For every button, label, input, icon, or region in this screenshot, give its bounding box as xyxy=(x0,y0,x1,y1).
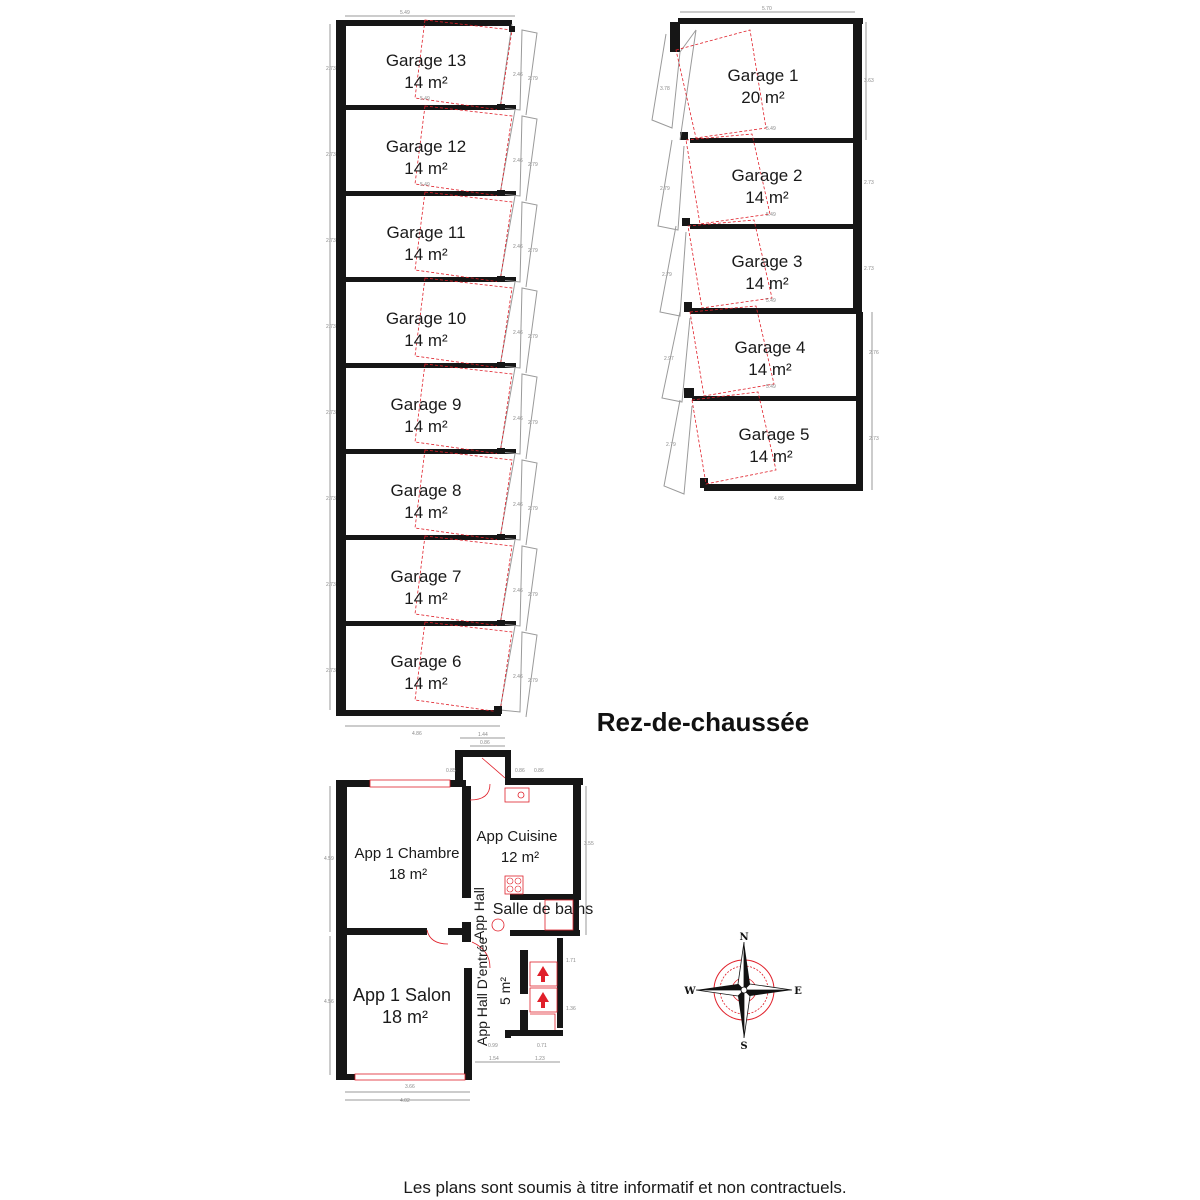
room-label: App Hall xyxy=(471,887,487,940)
dim-label: 1.23 xyxy=(535,1056,545,1062)
arrow-up-icon xyxy=(537,966,549,982)
toilet-icon xyxy=(492,919,504,931)
dim-label: 2.73 xyxy=(326,152,336,158)
dim-label: 1.44 xyxy=(478,732,488,738)
dim-label: 2.73 xyxy=(869,436,879,442)
dim-label: 0.99 xyxy=(488,1043,498,1049)
plan-title: Rez-de-chaussée xyxy=(596,707,810,737)
room-label: Garage 2 xyxy=(731,166,803,185)
room-label: App 1 Salon xyxy=(352,985,452,1005)
dim-label: 5.49 xyxy=(766,212,776,218)
dim-label: 0.86 xyxy=(515,768,525,774)
room-label: Garage 8 xyxy=(390,481,462,500)
apartment-block xyxy=(324,732,594,1104)
room-label: App Hall D'entrée xyxy=(474,936,490,1046)
room-label: Garage 1 xyxy=(727,66,799,85)
dim-label: 0.86 xyxy=(480,740,490,746)
dim-label: 0.85 xyxy=(446,768,456,774)
disclaimer: Les plans sont soumis à titre informatif et non contractuels. xyxy=(403,1178,847,1197)
dim-label: 2.79 xyxy=(528,678,538,684)
dim-label: 5.49 xyxy=(400,10,410,16)
dim-label: 5.49 xyxy=(766,384,776,390)
room-label: Garage 3 xyxy=(731,252,803,271)
room-label: App Cuisine xyxy=(476,828,558,845)
compass-east: E xyxy=(794,986,802,997)
compass-north: N xyxy=(739,932,749,943)
room-area: 14 m² xyxy=(404,331,448,350)
room-label: Garage 9 xyxy=(390,395,462,414)
dim-label: 5.49 xyxy=(420,182,430,188)
right-door-guides xyxy=(652,30,696,494)
dim-label: 2.79 xyxy=(528,162,538,168)
dim-label: 3.78 xyxy=(660,86,670,92)
dim-label: 2.46 xyxy=(513,674,523,680)
dim-label: 3.55 xyxy=(584,841,594,847)
dim-label: 2.79 xyxy=(528,420,538,426)
dim-label: 0.86 xyxy=(534,768,544,774)
left-garage-block xyxy=(326,10,538,737)
room-area: 14 m² xyxy=(404,503,448,522)
dim-label: 2.79 xyxy=(528,592,538,598)
compass-south: S xyxy=(740,1041,748,1052)
dim-label: 4.02 xyxy=(400,1098,410,1104)
arrow-up-icon xyxy=(537,992,549,1008)
room-area: 18 m² xyxy=(381,1007,429,1027)
dim-label: 2.97 xyxy=(664,356,674,362)
dim-label: 2.73 xyxy=(326,324,336,330)
dim-label: 2.79 xyxy=(528,248,538,254)
dim-label: 2.46 xyxy=(513,72,523,78)
dim-label: 3.66 xyxy=(405,1084,415,1090)
room-area: 14 m² xyxy=(404,674,448,693)
room-area: 14 m² xyxy=(745,274,789,293)
room-area: 14 m² xyxy=(749,447,793,466)
room-area: 14 m² xyxy=(404,73,448,92)
sink-icon xyxy=(505,788,529,802)
room-label: Garage 5 xyxy=(738,425,810,444)
right-garage-block xyxy=(652,6,879,502)
left-door-guides xyxy=(500,24,537,717)
dim-label: 5.49 xyxy=(766,126,776,132)
dim-label: 2.73 xyxy=(326,410,336,416)
room-area: 14 m² xyxy=(404,159,448,178)
dim-label: 4.56 xyxy=(324,999,334,1005)
dim-label: 2.73 xyxy=(864,180,874,186)
room-label: Garage 6 xyxy=(390,652,462,671)
room-area: 14 m² xyxy=(748,360,792,379)
room-label: Garage 13 xyxy=(385,51,467,70)
room-label: Garage 7 xyxy=(390,567,462,586)
room-area: 18 m² xyxy=(388,866,428,883)
dim-label: 4.59 xyxy=(324,856,334,862)
dim-label: 4.86 xyxy=(412,731,422,737)
dim-label: 2.73 xyxy=(326,582,336,588)
room-label: Garage 12 xyxy=(385,137,467,156)
room-area: 14 m² xyxy=(404,589,448,608)
dim-label: 5.49 xyxy=(766,298,776,304)
room-area: 20 m² xyxy=(741,88,785,107)
room-area: 12 m² xyxy=(500,849,540,866)
dim-label: 2.79 xyxy=(666,442,676,448)
compass-rose xyxy=(683,932,802,1052)
dim-label: 3.63 xyxy=(864,78,874,84)
room-area: 14 m² xyxy=(404,417,448,436)
dim-label: 2.46 xyxy=(513,330,523,336)
dim-label: 2.73 xyxy=(326,66,336,72)
dim-label: 2.46 xyxy=(513,588,523,594)
room-area: 5 m² xyxy=(497,977,513,1005)
dim-label: 2.73 xyxy=(864,266,874,272)
dim-label: 2.46 xyxy=(513,416,523,422)
dim-label: 2.79 xyxy=(660,186,670,192)
dim-label: 2.46 xyxy=(513,244,523,250)
dim-label: 4.86 xyxy=(774,496,784,502)
room-area: 14 m² xyxy=(404,245,448,264)
dim-label: 2.73 xyxy=(326,496,336,502)
room-label: Garage 11 xyxy=(386,223,466,242)
dim-label: 5.49 xyxy=(420,96,430,102)
room-label: Garage 10 xyxy=(385,309,467,328)
dim-label: 2.46 xyxy=(513,158,523,164)
dim-label: 2.73 xyxy=(326,668,336,674)
room-area: 14 m² xyxy=(745,188,789,207)
compass-west: W xyxy=(684,986,696,997)
dim-label: 1.54 xyxy=(489,1056,499,1062)
room-label: Salle de bains xyxy=(492,901,594,918)
dim-label: 1.71 xyxy=(566,958,576,964)
dim-label: 2.79 xyxy=(528,334,538,340)
room-label: Garage 4 xyxy=(734,338,806,357)
dim-label: 2.79 xyxy=(662,272,672,278)
dim-label: 5.70 xyxy=(762,6,772,12)
dim-label: 2.76 xyxy=(869,350,879,356)
dim-label: 0.71 xyxy=(537,1043,547,1049)
dim-label: 2.46 xyxy=(513,502,523,508)
dim-label: 1.36 xyxy=(566,1006,576,1012)
dim-label: 2.73 xyxy=(326,238,336,244)
dim-label: 2.79 xyxy=(528,76,538,82)
room-label: App 1 Chambre xyxy=(354,845,460,862)
dim-label: 2.79 xyxy=(528,506,538,512)
